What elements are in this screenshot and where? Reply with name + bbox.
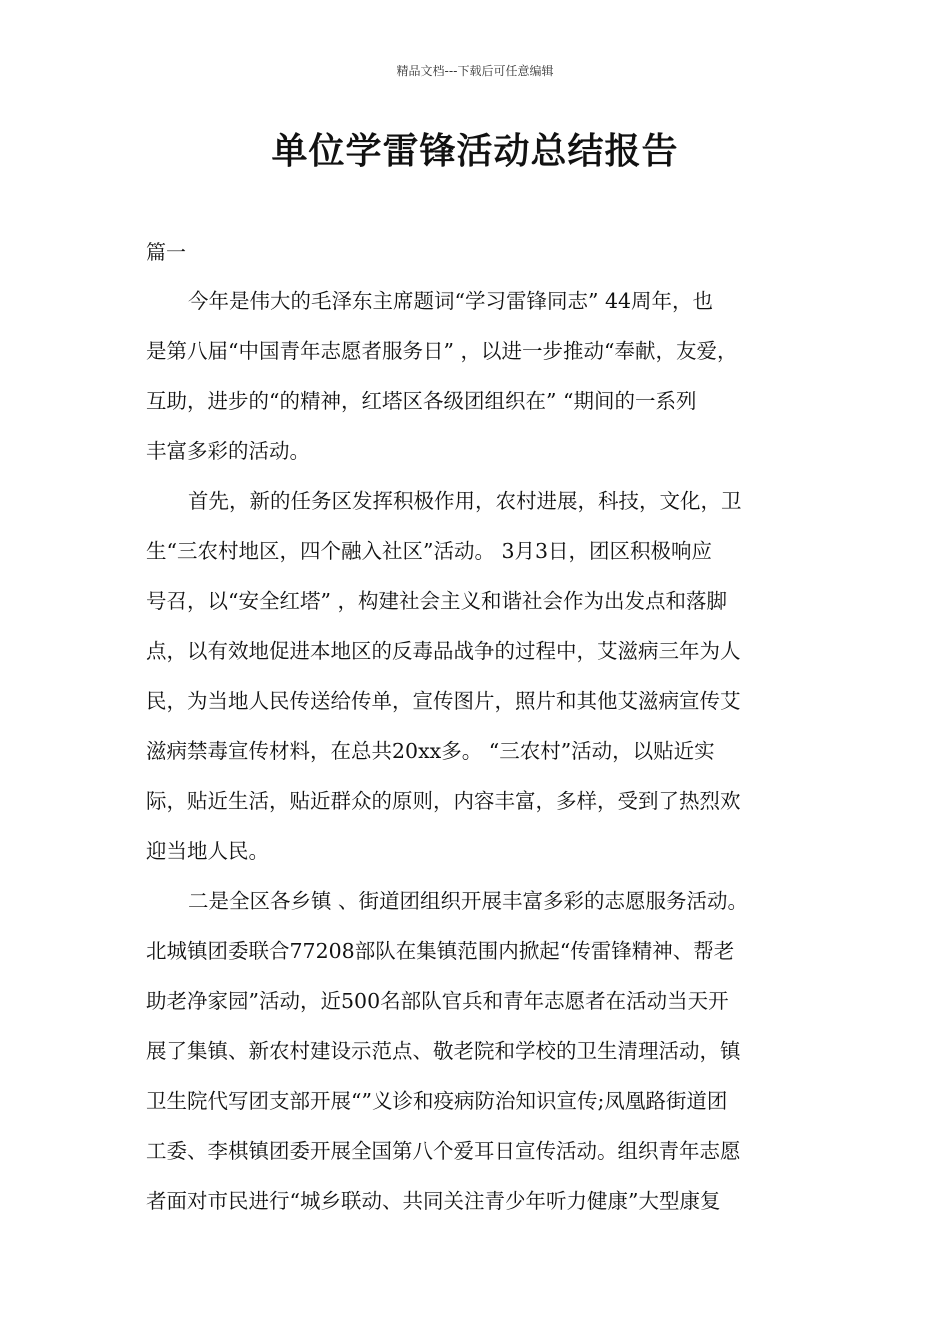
- paragraph-line: 滋病禁毒宣传材料，在总共20xx多。 “三农村”活动，以贴近实: [146, 739, 715, 763]
- document-title: 单位学雷锋活动总结报告: [271, 131, 679, 172]
- paragraph-2: [146, 482, 816, 882]
- paragraph-line: 二是全区各乡镇 、街道团组织开展丰富多彩的志愿服务活动。: [188, 889, 749, 913]
- paragraph-line: 迎当地人民。: [146, 839, 269, 863]
- paragraph-line: 民，为当地人民传送给传单，宣传图片，照片和其他艾滋病宣传艾: [146, 689, 741, 713]
- document-body: [146, 282, 816, 1232]
- page-header: 精品文档---下载后可任意编辑: [396, 64, 554, 78]
- paragraph-1: [146, 282, 816, 482]
- paragraph-line: 生“三农村地区，四个融入社区”活动。 3月3日，团区积极响应: [146, 539, 713, 563]
- paragraph-line: 工委、李棋镇团委开展全国第八个爱耳日宣传活动。组织青年志愿: [146, 1139, 741, 1163]
- paragraph-line: 首先，新的任务区发挥积极作用，农村进展，科技，文化，卫: [188, 489, 742, 513]
- paragraph-line: 丰富多彩的活动。: [146, 439, 310, 463]
- paragraph-line: 展了集镇、新农村建设示范点、敬老院和学校的卫生清理活动，镇: [146, 1039, 741, 1063]
- paragraph-line: 点，以有效地促进本地区的反毒品战争的过程中，艾滋病三年为人: [146, 639, 741, 663]
- paragraph-line: 助老净家园”活动，近500名部队官兵和青年志愿者在活动当天开: [146, 989, 729, 1013]
- paragraph-3: [146, 882, 816, 1232]
- paragraph-line: 际，贴近生活，贴近群众的原则，内容丰富，多样，受到了热烈欢: [146, 789, 741, 813]
- section-label: 篇一: [146, 240, 186, 264]
- paragraph-line: 者面对市民进行“城乡联动、共同关注青少年听力健康”大型康复: [146, 1189, 721, 1213]
- paragraph-line: 互助，进步的“的精神，红塔区各级团组织在” “期间的一系列: [146, 389, 697, 413]
- paragraph-line: 是第八届“中国青年志愿者服务日” ，以进一步推动“奉献，友爱，: [146, 339, 738, 363]
- paragraph-line: 号召，以“安全红塔” ，构建社会主义和谐社会作为出发点和落脚: [146, 589, 727, 613]
- paragraph-line: 今年是伟大的毛泽东主席题词“学习雷锋同志” 44周年，也: [188, 289, 714, 313]
- paragraph-line: 卫生院代写团支部开展“”义诊和疫病防治知识宣传;凤凰路街道团: [146, 1089, 728, 1113]
- paragraph-line: 北城镇团委联合77208部队在集镇范围内掀起“传雷锋精神、帮老: [146, 939, 735, 963]
